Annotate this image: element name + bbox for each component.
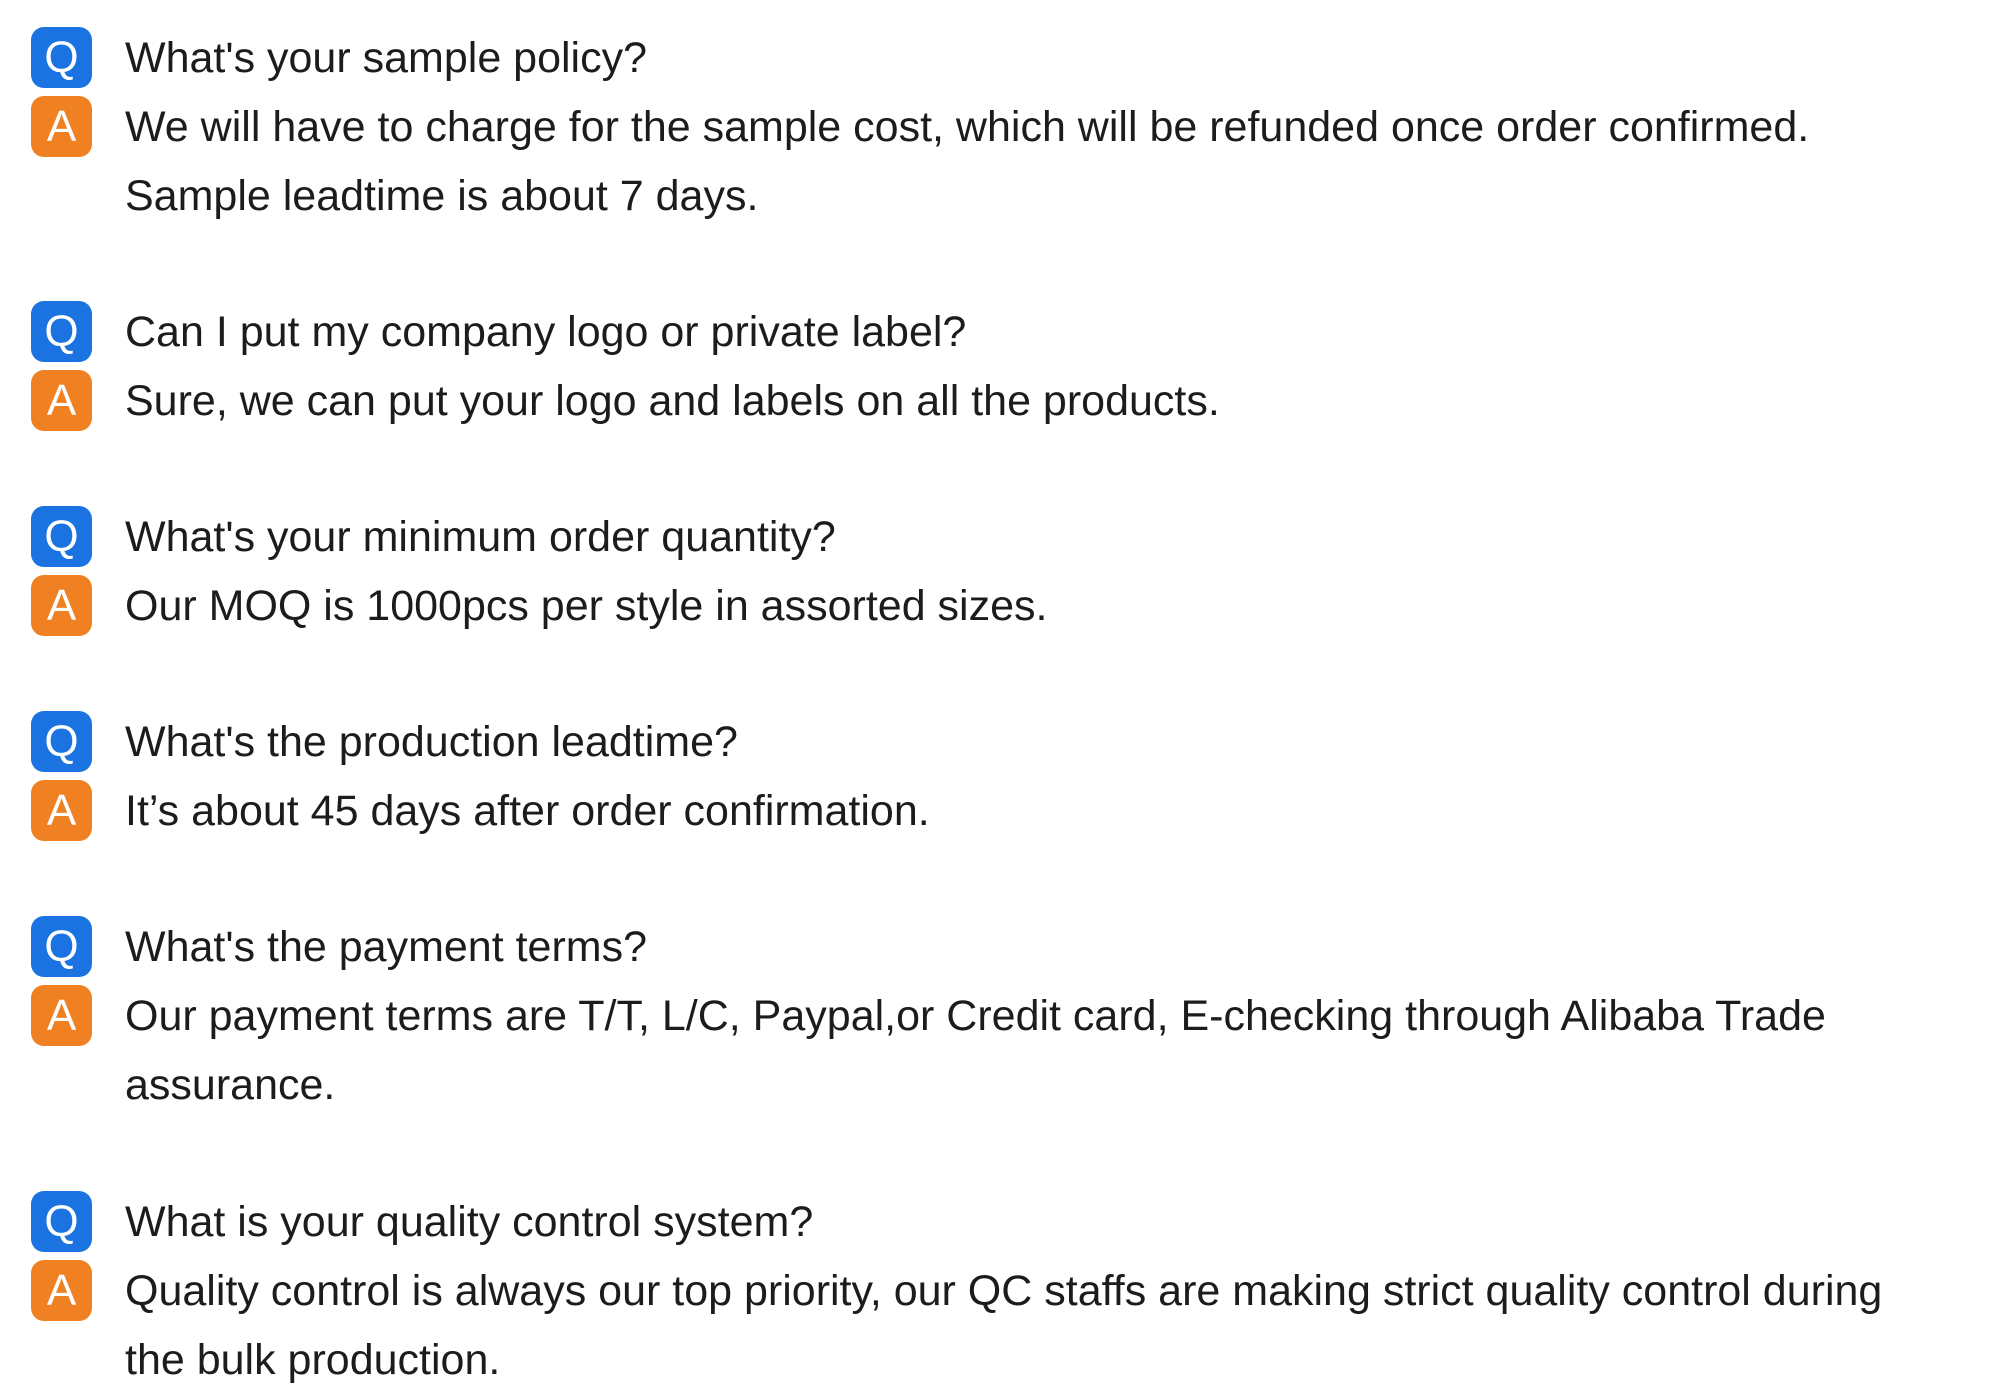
- question-badge: Q: [31, 301, 92, 362]
- question-row: [0, 503, 2000, 571]
- question-badge: Q: [31, 27, 92, 88]
- answer-badge: A: [31, 780, 92, 841]
- answer-text: Sample leadtime is about 7 days.: [125, 172, 759, 220]
- question-badge: Q: [31, 1191, 92, 1252]
- answer-text: Quality control is always our top priority, our QC staffs are making strict quality control during: [125, 1267, 1883, 1315]
- answer-continuation: [0, 162, 2000, 230]
- question-row: [0, 1188, 2000, 1256]
- answer-badge: A: [31, 1260, 92, 1321]
- answer-text: We will have to charge for the sample cost, which will be refunded once order confirmed.: [125, 103, 1810, 151]
- answer-continuation: [0, 1326, 2000, 1394]
- question-row: [0, 298, 2000, 366]
- answer-badge: A: [31, 985, 92, 1046]
- answer-row: [0, 572, 2000, 640]
- question-text: What's the payment terms?: [125, 923, 648, 971]
- question-text: What is your quality control system?: [125, 1198, 814, 1246]
- answer-badge: A: [31, 370, 92, 431]
- answer-continuation: [0, 1051, 2000, 1119]
- question-badge: Q: [31, 506, 92, 567]
- answer-text: It’s about 45 days after order confirmation.: [125, 787, 930, 835]
- answer-badge: A: [31, 96, 92, 157]
- answer-text: Our payment terms are T/T, L/C, Paypal,or Credit card, E-checking through Alibaba Trade: [125, 992, 1826, 1040]
- question-row: [0, 913, 2000, 981]
- answer-row: [0, 367, 2000, 435]
- answer-text: Our MOQ is 1000pcs per style in assorted sizes.: [125, 582, 1048, 630]
- question-text: What's the production leadtime?: [125, 718, 738, 766]
- question-badge: Q: [31, 916, 92, 977]
- answer-row: [0, 1257, 2000, 1325]
- question-row: [0, 24, 2000, 92]
- question-text: What's your sample policy?: [125, 34, 648, 82]
- answer-row: [0, 777, 2000, 845]
- answer-text: assurance.: [125, 1061, 336, 1109]
- answer-text: Sure, we can put your logo and labels on all the products.: [125, 377, 1220, 425]
- answer-row: [0, 93, 2000, 161]
- question-row: [0, 708, 2000, 776]
- answer-badge: A: [31, 575, 92, 636]
- answer-row: [0, 982, 2000, 1050]
- answer-text: the bulk production.: [125, 1336, 501, 1384]
- question-badge: Q: [31, 711, 92, 772]
- question-text: What's your minimum order quantity?: [125, 513, 836, 561]
- question-text: Can I put my company logo or private label?: [125, 308, 967, 356]
